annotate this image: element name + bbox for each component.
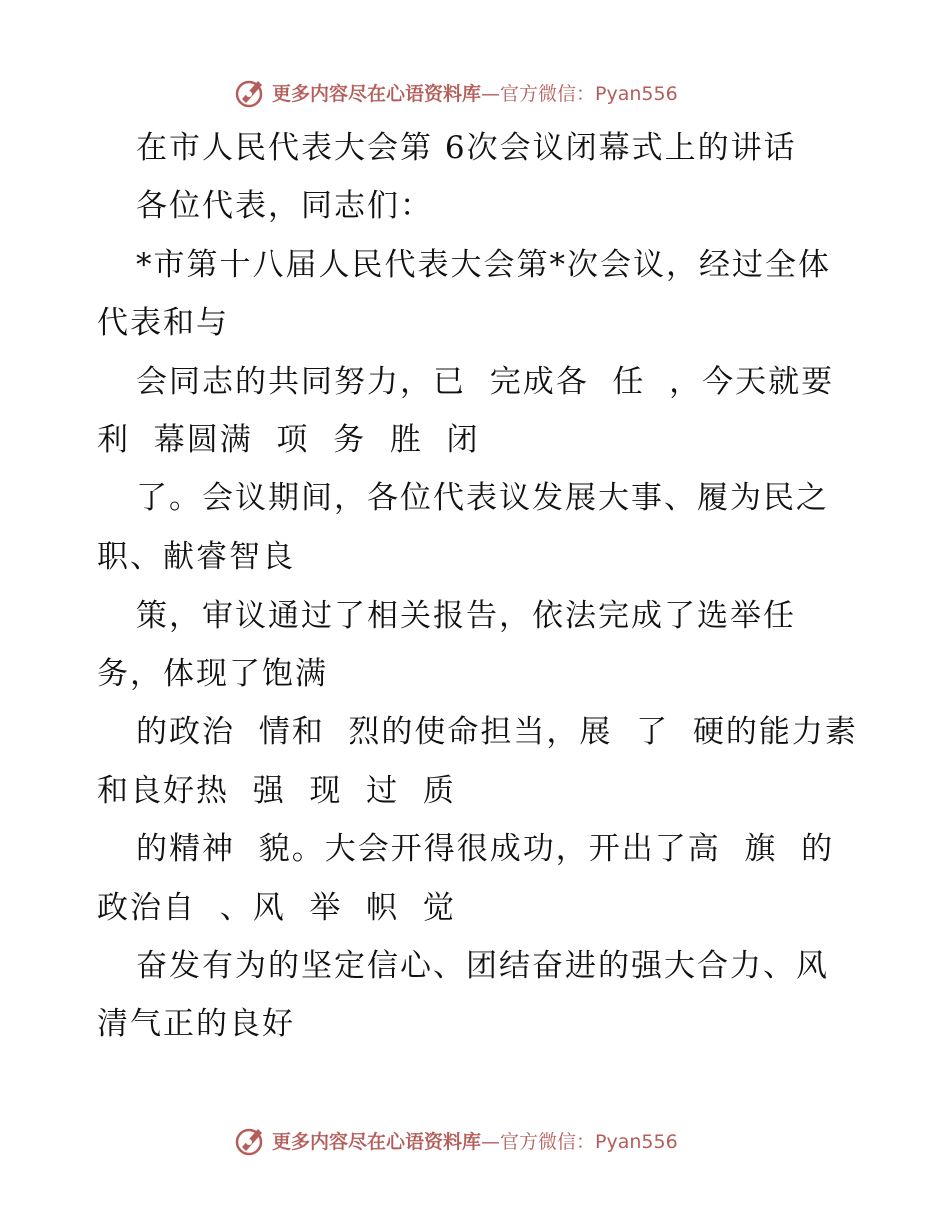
text-line: 策，审议通过了相关报告，依法完成了选举任 — [136, 598, 796, 634]
document-title: 在市人民代表大会第 6次会议闭幕式上的讲话 — [136, 130, 797, 166]
text-line: 政治自 、风 举 帜 觉 — [97, 890, 456, 926]
watermark-text: 更多内容尽在心语资料库—官方微信：Pyan556 — [272, 82, 678, 105]
watermark-text: 更多内容尽在心语资料库—官方微信：Pyan556 — [272, 1130, 678, 1153]
text-line: 和良好热 强 现 过 质 — [97, 773, 456, 809]
text-line: 奋发有为的坚定信心、团结奋进的强大合力、风 — [136, 948, 829, 984]
pen-circle-logo-icon — [234, 1123, 268, 1157]
text-line: 的精神 貌。大会开得很成功，开出了高 旗 的 — [136, 831, 835, 867]
text-line: 会同志的共同努力，已 完成各 任 ，今天就要 — [136, 364, 835, 400]
text-line: 了。会议期间，各位代表议发展大事、履为民之 — [136, 480, 829, 516]
text-line: *市第十八届人民代表大会第*次会议，经过全体 — [136, 247, 831, 283]
footer-watermark — [0, 1120, 950, 1160]
text-line: 职、献睿智良 — [97, 539, 295, 575]
text-line: 利 幕圆满 项 务 胜 闭 — [97, 422, 480, 458]
text-line: 务，体现了饱满 — [97, 656, 328, 692]
text-line: 清气正的良好 — [97, 1006, 295, 1042]
text-line: 各位代表，同志们： — [136, 188, 433, 224]
text-line: 的政治 情和 烈的使命担当，展 了 硬的能力素 — [136, 714, 858, 750]
header-watermark — [0, 72, 950, 112]
pen-circle-logo-icon — [234, 75, 268, 109]
text-line: 代表和与 — [97, 305, 229, 341]
